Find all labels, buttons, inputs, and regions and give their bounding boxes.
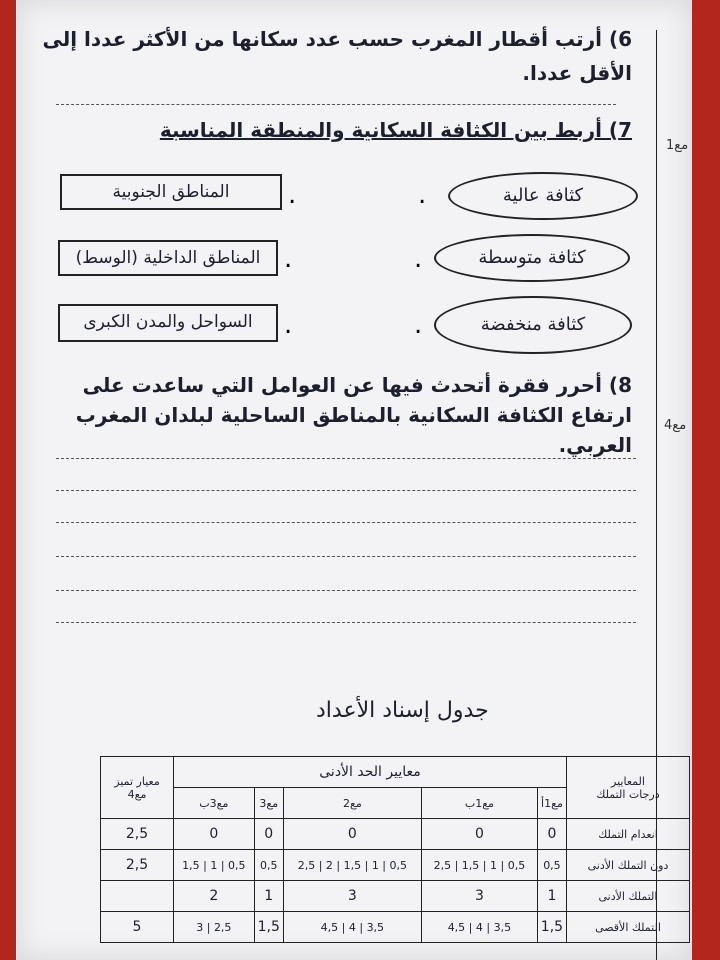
table-main-header: معايير الحد الأدنى	[174, 757, 567, 788]
table-header-row	[101, 757, 690, 788]
density-oval-high: كثافة عالية	[448, 172, 638, 220]
match-dot: .	[414, 244, 423, 274]
subheader-cell: مع1ب	[421, 788, 537, 819]
subheader-cell: مع3ب	[174, 788, 255, 819]
match-dot: .	[284, 310, 293, 340]
table-row	[101, 881, 690, 912]
row-label: دون التملك الأدنى	[567, 850, 690, 881]
table-row	[101, 850, 690, 881]
answer-line	[56, 522, 636, 523]
table-cell: 3,5 | 4 | 4,5	[421, 912, 537, 943]
question-6: 6) أرتب أقطار المغرب حسب عدد سكانها من الأكثر عددا إلى الأقل عددا.	[42, 27, 632, 85]
question-8: 8) أحرر فقرة أتحدث فيها عن العوامل التي ساعدت على ارتفاع الكثافة السكانية بالمناطق الساحلية لبلدان المغرب العربي.	[75, 373, 632, 457]
table-cell: 2,5	[101, 850, 174, 881]
table-row	[101, 912, 690, 943]
answer-line	[56, 490, 636, 491]
answer-line	[56, 556, 636, 557]
table-extra-header: معيار تميز مع4	[101, 757, 174, 819]
table-cell: 1,5	[254, 912, 283, 943]
table-cell: 1	[254, 881, 283, 912]
table-cell: 3	[283, 881, 421, 912]
density-oval-low: كثافة منخفضة	[434, 296, 632, 354]
table-corner-cell: المعايير درجات التملك	[567, 757, 690, 819]
subheader-cell: مع1أ	[537, 788, 566, 819]
table-cell: 0	[283, 819, 421, 850]
table-cell: 5	[101, 912, 174, 943]
region-box-interior: المناطق الداخلية (الوسط)	[58, 240, 278, 276]
worksheet-page	[16, 0, 692, 960]
answer-line	[56, 104, 616, 105]
table-title: جدول إسناد الأعداد	[316, 698, 489, 723]
region-box-coast: السواحل والمدن الكبرى	[58, 304, 278, 342]
row-label: انعدام التملك	[567, 819, 690, 850]
row-label: التملك الأدنى	[567, 881, 690, 912]
margin-code: مع4	[664, 418, 687, 433]
table-cell: 1,5	[537, 912, 566, 943]
region-box-south: المناطق الجنوبية	[60, 174, 282, 210]
answer-line	[56, 622, 636, 623]
table-cell: 2	[174, 881, 255, 912]
row-label: التملك الأقصى	[567, 912, 690, 943]
table-cell: 0,5 | 1 | 1,5 | 2,5	[421, 850, 537, 881]
density-oval-medium: كثافة متوسطة	[434, 234, 630, 282]
margin-code: مع1	[666, 138, 689, 153]
match-dot: .	[418, 180, 427, 210]
table-cell: 2,5 | 3	[174, 912, 255, 943]
table-row	[101, 819, 690, 850]
table-cell: 0	[421, 819, 537, 850]
table-cell: 0	[174, 819, 255, 850]
question-7: 7) أربط بين الكثافة السكانية والمنطقة المناسبة	[159, 118, 632, 142]
table-cell	[101, 881, 174, 912]
table-cell: 0,5	[254, 850, 283, 881]
grading-table	[100, 756, 690, 943]
answer-line	[56, 458, 636, 459]
table-cell: 1	[537, 881, 566, 912]
subheader-cell: مع2	[283, 788, 421, 819]
table-cell: 2,5	[101, 819, 174, 850]
table-cell: 0	[254, 819, 283, 850]
match-dot: .	[288, 180, 297, 210]
table-cell: 0,5	[537, 850, 566, 881]
table-cell: 0,5 | 1 | 1,5	[174, 850, 255, 881]
answer-line	[56, 590, 636, 591]
table-cell: 0,5 | 1 | 1,5 | 2 | 2,5	[283, 850, 421, 881]
match-dot: .	[284, 244, 293, 274]
table-cell: 3,5 | 4 | 4,5	[283, 912, 421, 943]
match-dot: .	[414, 310, 423, 340]
subheader-cell: مع3	[254, 788, 283, 819]
table-cell: 0	[537, 819, 566, 850]
table-cell: 3	[421, 881, 537, 912]
